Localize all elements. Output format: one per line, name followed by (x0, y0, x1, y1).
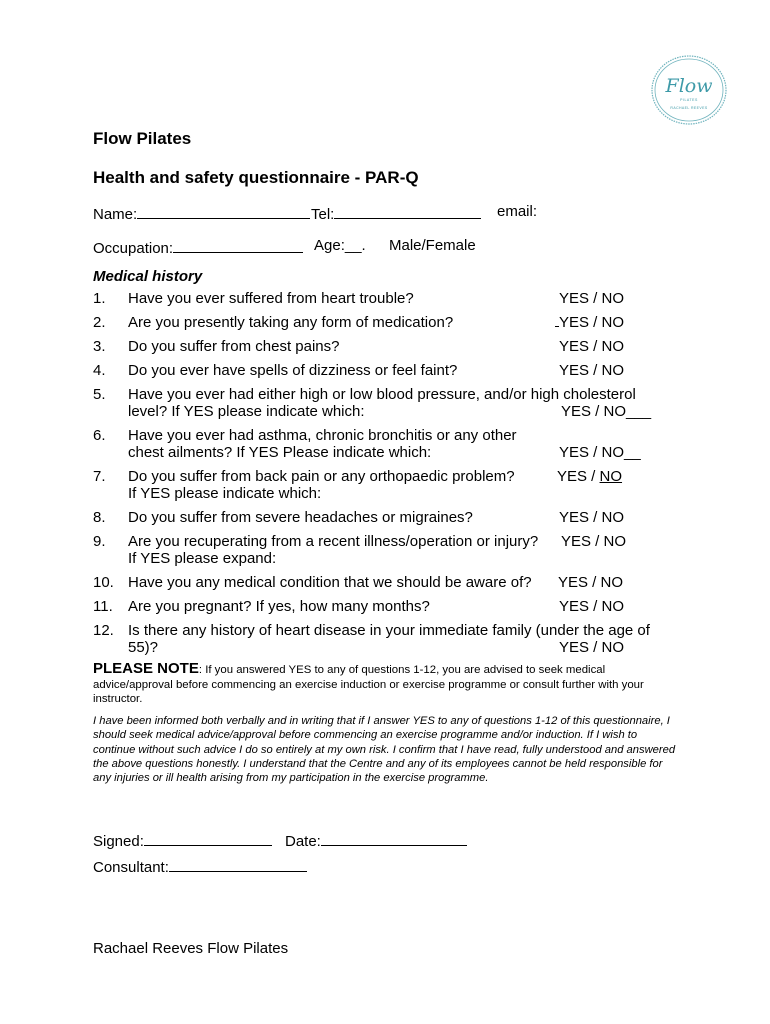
yes-no-answer[interactable]: YES / NO (559, 290, 625, 307)
age-blank[interactable]: __. (344, 237, 366, 254)
question-text-line2: level? If YES please indicate which: (128, 403, 365, 420)
question-number: 4. (93, 362, 106, 379)
yes-no-answer[interactable]: YES / NO (559, 598, 625, 615)
question-number: 8. (93, 509, 106, 526)
gender-field[interactable]: Male/Female (389, 237, 476, 254)
yes-no-answer[interactable]: YES / NO (559, 639, 625, 656)
question-text-line2: chest ailments? If YES Please indicate which: (128, 444, 432, 461)
please-note (93, 662, 678, 707)
yes-no-answer[interactable]: YES / NO___ (561, 403, 652, 420)
date-label: Date: (285, 833, 321, 850)
medical-history-heading: Medical history (93, 268, 203, 285)
question-text: Have you ever had asthma, chronic bronchitis or any other (128, 427, 517, 444)
question-text: Are you presently taking any form of medication? (128, 314, 454, 331)
yes-no-answer[interactable]: YES / NO (559, 362, 625, 379)
question-number: 1. (93, 290, 106, 307)
name-field[interactable] (93, 203, 310, 223)
question-number: 7. (93, 468, 106, 485)
signed-line[interactable] (144, 830, 272, 846)
question-text-line2: If YES please indicate which: (128, 485, 322, 502)
consultant-line[interactable] (169, 856, 307, 872)
consultant-label: Consultant: (93, 859, 169, 876)
signed-label: Signed: (93, 833, 144, 850)
question-text: Are you pregnant? If yes, how many months? (128, 598, 430, 615)
question-number: 10. (93, 574, 114, 591)
page-subtitle: Health and safety questionnaire - PAR-Q (93, 168, 419, 187)
yes-option: YES / (557, 468, 600, 485)
tel-line[interactable] (334, 203, 481, 219)
date-field[interactable] (285, 830, 467, 850)
question-number: 9. (93, 533, 106, 550)
name-line[interactable] (137, 203, 310, 219)
question-text: Do you suffer from severe headaches or migraines? (128, 509, 473, 526)
question-text: Is there any history of heart disease in your immediate family (under the age of (128, 622, 650, 639)
please-note-label: PLEASE NOTE (93, 660, 199, 677)
no-option: NO (599, 468, 623, 485)
signed-field[interactable] (93, 830, 272, 850)
flow-pilates-logo (650, 54, 728, 126)
yes-no-answer[interactable]: YES / NO (559, 509, 625, 526)
question-text: Do you suffer from chest pains? (128, 338, 340, 355)
tel-label: Tel: (311, 206, 335, 223)
question-number: 11. (93, 598, 113, 615)
age-field[interactable] (314, 237, 366, 254)
age-label: Age: (314, 237, 345, 254)
yes-no-answer[interactable] (557, 468, 622, 485)
please-note-text: : If you answered YES to any of questions 1-12, you are advised to seek medical advice/approval before commencing an exercise induction or exercise programme or consult further with your instructor. (93, 664, 644, 705)
page-title: Flow Pilates (93, 129, 192, 148)
yes-no-answer[interactable]: YES / NO (561, 533, 627, 550)
logo-sub2: RACHAEL REEVES (670, 106, 708, 110)
yes-no-answer[interactable]: YES / NO (559, 314, 625, 331)
question-number: 2. (93, 314, 106, 331)
question-text: Do you ever have spells of dizziness or feel faint? (128, 362, 458, 379)
name-label: Name: (93, 206, 138, 223)
consultant-field[interactable] (93, 856, 307, 876)
occupation-line[interactable] (173, 237, 303, 253)
yes-no-answer[interactable]: YES / NO__ (559, 444, 641, 461)
occupation-field[interactable] (93, 237, 303, 257)
question-text: Have you ever had either high or low blood pressure, and/or high cholesterol (128, 386, 636, 403)
question-text-line2: 55)? (128, 639, 159, 656)
question-number: 12. (93, 622, 114, 639)
question-text: Have you any medical condition that we should be aware of? (128, 574, 532, 591)
yes-no-answer[interactable]: YES / NO (558, 574, 624, 591)
question-text: Have you ever suffered from heart trouble? (128, 290, 414, 307)
question-number: 6. (93, 427, 106, 444)
occupation-label: Occupation: (93, 240, 174, 257)
consent-statement: I have been informed both verbally and in writing that if I answer YES to any of questions 1-12 of this questionnaire, I should seek medical advice/approval before commencing an exercise programme and/or induction. If I wish to continue without such advice I do so entirely at my own risk. I confirm that I have read, fully understood and answered the above questions honestly. I understand that the Centre and any of its employees cannot be held responsible for any injuries or ill health arising from my participation in the exercise programme. (93, 715, 676, 785)
question-text-line2: If YES please expand: (128, 550, 277, 567)
logo-brand: Flow (665, 75, 713, 97)
email-label: email: (497, 203, 538, 220)
question-text: Do you suffer from back pain or any orthopaedic problem? (128, 468, 515, 485)
email-field[interactable] (497, 203, 537, 220)
yes-no-answer[interactable]: YES / NO (559, 338, 625, 355)
logo-sub1: PILATES (680, 98, 698, 102)
tel-field[interactable] (311, 203, 481, 223)
date-line[interactable] (321, 830, 467, 846)
footer-text: Rachael Reeves Flow Pilates (93, 940, 289, 957)
question-number: 5. (93, 386, 106, 403)
question-text: Are you recuperating from a recent illness/operation or injury? (128, 533, 539, 550)
question-number: 3. (93, 338, 106, 355)
